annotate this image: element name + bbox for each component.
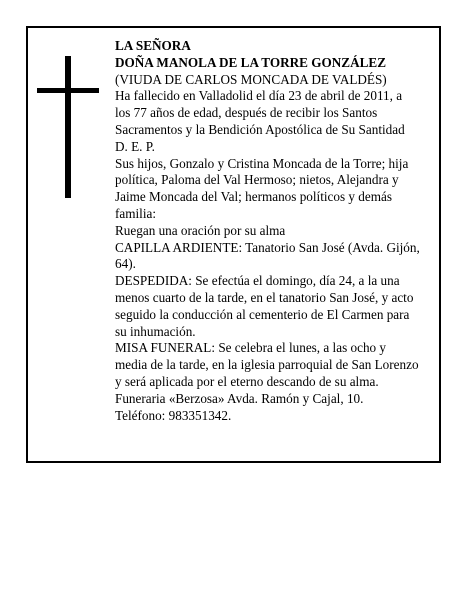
farewell-info: DESPEDIDA: Se efectúa el domingo, día 24, a la una menos cuarto de la tarde, en el tanatorio San José, y acto seguido la conducción al cementerio de El Carmen para su inhumación. bbox=[115, 273, 414, 339]
cross-vertical-bar bbox=[65, 56, 71, 198]
funeral-mass-info: MISA FUNERAL: Se celebra el lunes, a las ocho y media de la tarde, en la iglesia parroquial de San Lorenzo y será aplicada por el eterno descando de su alma. bbox=[115, 340, 419, 389]
obituary-text bbox=[115, 38, 420, 424]
widow-of: (VIUDA DE CARLOS MONCADA DE VALDÉS) bbox=[115, 71, 387, 87]
phone-number: Teléfono: 983351342. bbox=[115, 407, 232, 423]
obituary-title: LA SEÑORA bbox=[115, 38, 191, 53]
death-announcement: Ha fallecido en Valladolid el día 23 de abril de 2011, a los 77 años de edad, después de recibir los Santos Sacramentos y la Bendición Apostólica de Su Santidad bbox=[115, 88, 405, 137]
cross-icon bbox=[37, 56, 99, 198]
rest-in-peace: D. E. P. bbox=[115, 138, 155, 154]
deceased-name: DOÑA MANOLA DE LA TORRE GONZÁLEZ bbox=[115, 54, 387, 70]
family-list: Sus hijos, Gonzalo y Cristina Moncada de la Torre; hija política, Paloma del Val Hermoso; nietos, Alejandra y Jaime Moncada del Val; hermanos políticos y demás familia: bbox=[115, 155, 409, 221]
prayer-request: Ruegan una oración por su alma bbox=[115, 222, 286, 238]
chapel-info: CAPILLA ARDIENTE: Tanatorio San José (Avda. Gijón, 64). bbox=[115, 239, 420, 272]
funeral-home: Funeraria «Berzosa» Avda. Ramón y Cajal, 10. bbox=[115, 390, 364, 406]
cross-horizontal-bar bbox=[37, 88, 99, 93]
